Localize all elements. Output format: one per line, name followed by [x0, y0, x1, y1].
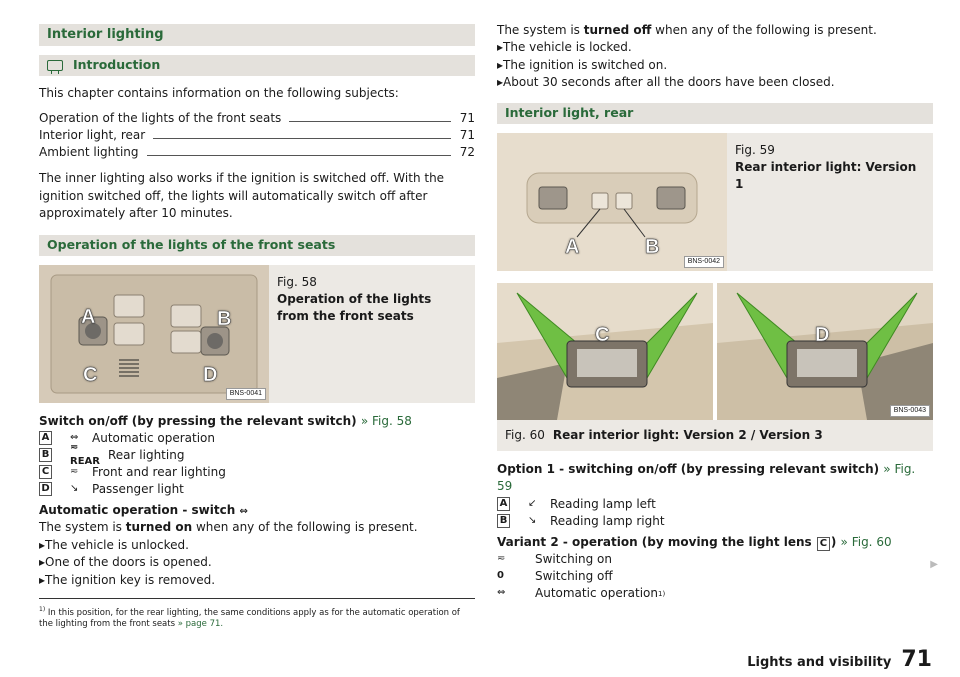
light-on-icon: ≂: [497, 553, 506, 565]
list-item: C ≂ Front and rear lighting: [39, 464, 475, 481]
list-item: D ↘ Passenger light: [39, 481, 475, 498]
list-item: 0 Switching off: [497, 568, 613, 583]
front-light-console-illustration: [39, 265, 269, 403]
toc-entry[interactable]: Interior light, rear 71: [39, 128, 475, 142]
reading-lamp-right-icon: ↘: [528, 514, 537, 526]
figure-code: BNS-0041: [226, 388, 266, 400]
list-item: ▸ The vehicle is unlocked.: [39, 537, 475, 554]
reading-lamp-left-icon: ↙: [528, 497, 537, 509]
rear-light-version2-3-illustration: [497, 283, 933, 420]
light-off-icon: 0: [497, 570, 504, 582]
figure-60-caption: [497, 420, 933, 451]
rear-light-icon: ≂ REAR: [70, 441, 100, 468]
figure-59-caption: [727, 133, 933, 271]
list-item: ≂ Switching on: [497, 551, 612, 566]
option1-list: [497, 496, 933, 530]
switch-list: [39, 430, 475, 498]
list-item: A ↙ Reading lamp left: [497, 496, 933, 513]
list-item: ▸ The ignition key is removed.: [39, 572, 475, 589]
list-item: B ≂ REAR Rear lighting: [39, 447, 475, 464]
auto-icon: ⇔: [70, 432, 79, 444]
figure-code: BNS-0043: [890, 405, 930, 417]
intro-title-bar: [39, 55, 475, 76]
callout-d: D: [815, 323, 830, 346]
figure-59-image: [497, 133, 727, 271]
fig-58-link[interactable]: » Fig. 58: [360, 413, 412, 428]
auto-heading: Automatic operation - switch ⇔: [39, 502, 248, 517]
turned-on-text: The system is turned on when any of the following is present.: [39, 520, 418, 535]
right-column: [497, 22, 933, 602]
section-title: Interior light, rear: [505, 105, 634, 120]
figure-58: [39, 265, 475, 403]
callout-a: A: [81, 305, 96, 328]
chapter-title-bar: [39, 24, 475, 46]
figure-number: Fig. 58: [277, 274, 317, 289]
lens-chip: C: [817, 537, 830, 551]
intro-text: This chapter contains information on the following subjects:: [39, 86, 399, 100]
figure-58-caption: [269, 265, 475, 403]
continue-arrow-icon: ▶: [930, 559, 938, 570]
toc-entry[interactable]: Operation of the lights of the front seats 71: [39, 111, 475, 125]
variant2-heading: Variant 2 - operation (by moving the light lens C ) » Fig. 60: [497, 534, 892, 549]
figure-number: Fig. 60: [505, 427, 545, 442]
callout-a: A: [565, 235, 580, 258]
intro-title: Introduction: [73, 57, 161, 73]
option1-heading: Option 1 - switching on/off (by pressing relevant switch) » Fig. 59: [497, 461, 916, 494]
list-item: ▸ The ignition is switched on.: [497, 57, 933, 74]
figure-title: Operation of the lights from the front seats: [277, 291, 432, 324]
list-item: ⇔ Automatic operation 1): [497, 585, 666, 600]
figure-60-image: [497, 283, 933, 420]
reading-light-icon: ↘: [70, 483, 79, 495]
figure-code: BNS-0042: [684, 256, 724, 268]
switch-heading: Switch on/off (by pressing the relevant switch) » Fig. 58: [39, 413, 412, 428]
figure-title: Rear interior light: Version 1: [735, 159, 917, 192]
callout-b: B: [645, 235, 660, 258]
left-column: [39, 18, 475, 589]
rear-light-version1-illustration: [497, 133, 727, 271]
list-item: B ↘ Reading lamp right: [497, 513, 933, 530]
fig-60-link[interactable]: » Fig. 60: [840, 534, 892, 549]
section-title-bar: [39, 235, 475, 256]
toc: [39, 110, 475, 161]
section-title: Operation of the lights of the front seats: [47, 237, 336, 252]
callout-c: C: [83, 363, 98, 386]
figure-60: [497, 283, 933, 451]
list-item: A ⇔ Automatic operation: [39, 430, 475, 447]
intro-paragraph: The inner lighting also works if the ignition is switched off. With the ignition switched off, the lights will automatically switch off after approximately after 10 minutes.: [39, 171, 445, 221]
callout-b: B: [217, 307, 232, 330]
fig-59-link[interactable]: » Fig. 59: [497, 461, 916, 494]
variant2-list: [497, 551, 933, 602]
list-item: ▸ One of the doors is opened.: [39, 554, 475, 571]
footnote: $^{1)}$ In this position, for the rear lighting, the same conditions apply as for the automatic operation of the lighting from the front seats » page 71.: [39, 598, 475, 631]
footnote-mark: 1): [657, 589, 666, 598]
car-icon: [47, 60, 63, 71]
callout-d: D: [203, 363, 218, 386]
figure-58-image: [39, 265, 269, 403]
auto-icon: ⇔: [239, 505, 248, 517]
page-71-link[interactable]: » page 71.: [177, 619, 224, 630]
turned-off-text: The system is turned off when any of the following is present.: [497, 23, 877, 37]
auto-icon: ⇔: [497, 587, 506, 599]
figure-title: Rear interior light: Version 2 / Version 3: [552, 427, 823, 442]
footer-section: Lights and visibility: [747, 655, 892, 670]
figure-number: Fig. 59: [735, 142, 775, 157]
list-item: ▸ About 30 seconds after all the doors have been closed.: [497, 74, 933, 91]
page-number: 71: [901, 647, 932, 672]
toc-entry[interactable]: Ambient lighting 72: [39, 145, 475, 159]
light-icon: ≂: [70, 466, 79, 478]
figure-59: [497, 133, 933, 271]
callout-c: C: [595, 323, 610, 346]
chapter-title: Interior lighting: [47, 26, 164, 42]
list-item: ▸ The vehicle is locked.: [497, 39, 933, 56]
section-title-bar: [497, 103, 933, 124]
page-footer: [747, 644, 932, 676]
